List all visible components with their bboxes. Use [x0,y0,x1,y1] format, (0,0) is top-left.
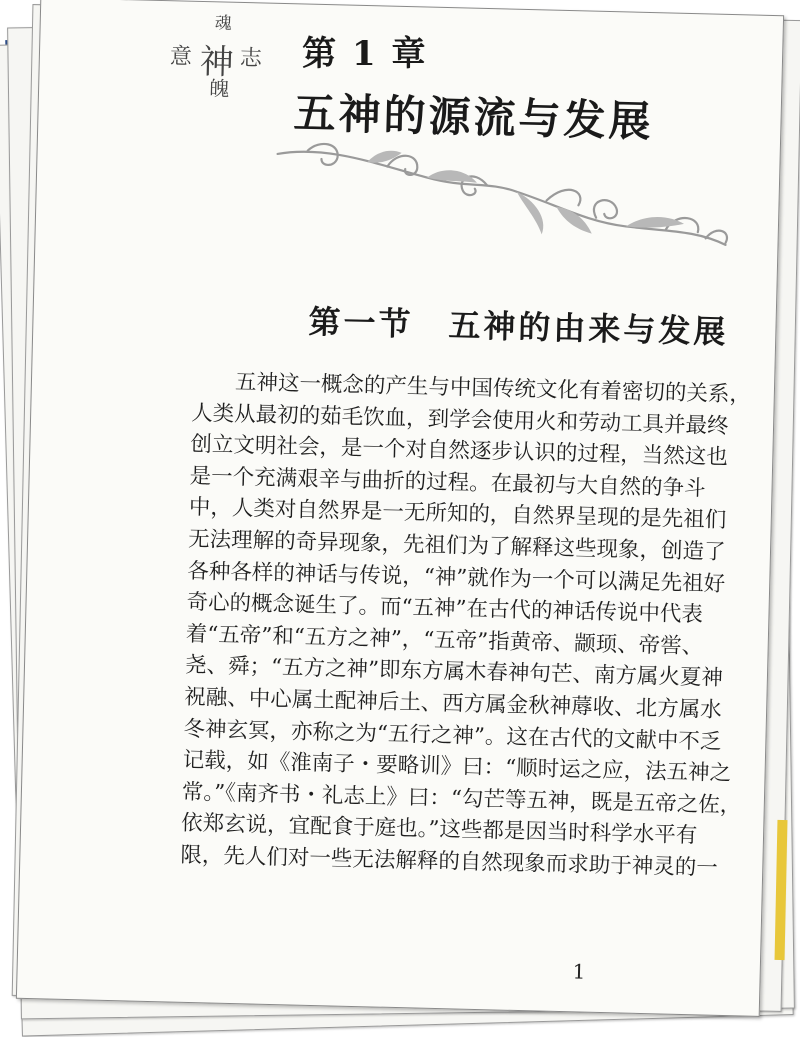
emblem-char-center: 神 [199,41,235,83]
emblem-char-right: 志 [239,45,263,72]
chapter-emblem [169,11,271,99]
chapter-title: 五神的源流与发展 [293,88,655,147]
text-line: 创立文明社会，是一个对自然逐步认识的过程，当然这也 [190,432,729,471]
section-title: 第一节 五神的由来与发展 [308,302,729,351]
text-line: 人类从最初的茹毛饮血，到学会使用火和劳动工具并最终 [190,400,729,439]
text-line: 依郑玄说，宜配食于庭也。”这些都是因当时科学水平有 [180,811,698,849]
vine-ornament [265,134,738,255]
body-text [180,366,752,884]
text-line: 是一个充满艰辛与曲折的过程。在最初与大自然的争斗 [189,463,706,502]
text-line: 着“五帝”和“五方之神”，“五帝”指黄帝、颛顼、帝喾、 [185,621,704,660]
text-line: 限，先人们对一些无法解释的自然现象而求助于神灵的一 [180,842,719,881]
text-line: 尧、舜；“五方之神”即东方属木春神句芒、南方属火夏神 [184,653,724,692]
text-line: 各种各样的神话与传说，“神”就作为一个可以满足先祖好 [187,558,726,597]
text-line: 奇心的概念诞生了。而“五神”在古代的神话传说中代表 [186,589,704,628]
text-line: 祝融、中心属土配神后土、西方属金秋神蓐收、北方属水 [183,684,722,723]
text-line: 无法理解的奇异现象，先祖们为了解释这些现象，创造了 [187,526,726,565]
text-line: 冬神玄冥，亦称之为“五行之神”。这在古代的文献中不乏 [183,716,722,755]
page-number: 1 [572,959,586,984]
emblem-char-bottom: 魄 [208,76,230,101]
text-line: 常。”《南齐书・礼志上》曰：“勾芒等五神，既是五帝之佐， [181,779,742,819]
text-line: 中，人类对自然界是一无所知的，自然界呈现的是先祖们 [188,495,727,534]
chapter-label: 第 1 章 [302,34,428,75]
emblem-char-top: 魂 [214,13,233,34]
book-page [16,0,784,1017]
emblem-char-left: 意 [169,44,193,70]
text-line: 记载，如《淮南子・要略训》曰：“顺时运之应，法五神之 [182,747,732,787]
text-line: 五神这一概念的产生与中国传统文化有着密切的关系， [191,368,752,408]
